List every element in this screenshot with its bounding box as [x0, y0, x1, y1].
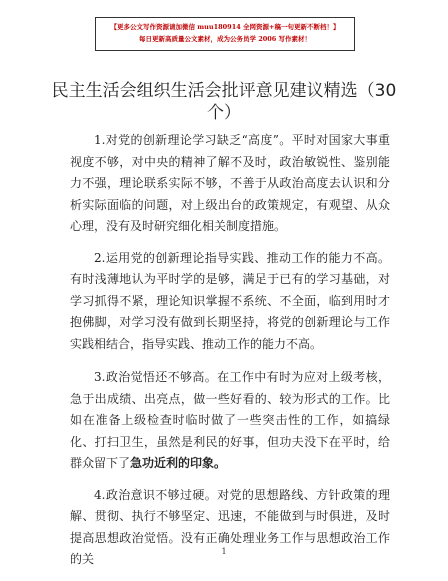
promo-banner-line-2: 每日更新高质量公文素材，成为公务员学 2006 写作素材！: [138, 35, 312, 43]
promo-banner: [95, 17, 355, 51]
paragraph-3-emphasis: 急功近利的印象。: [130, 456, 227, 470]
paragraph-2: [70, 248, 390, 356]
document-body: [70, 130, 390, 581]
promo-banner-line-1: 【更多公文写作资源请加微信 muu180914 全网资源+稿一句更新不断档！】: [110, 23, 340, 31]
paragraph-1: [70, 130, 390, 238]
page-number: 1: [221, 547, 227, 556]
paragraph-1-text: 1.对党的创新理论学习缺乏“高度”。平时对国家大事重视度不够，对中央的精神了解不及时，政治敏锐性、鉴别能力不强，理论联系实际不够，不善于从政治高度去认识和分析实际面临的问题，对上级出台的政策规定，有观望、从众心理，没有及时研究细化相关制度措施。: [70, 133, 390, 233]
paragraph-4: [70, 485, 390, 571]
paragraph-4-text: 4.政治意识不够过硬。对党的思想路线、方针政策的理解、贯彻、执行不够坚定、迅速，不能做到与时俱进，及时提高思想政治觉悟。没有正确处理业务工作与思想政治工作的关: [70, 487, 390, 566]
paragraph-2-text: 2.运用党的创新理论指导实践、推动工作的能力不高。有时浅薄地认为平时学的是够，满足于已有的学习基础，对学习抓得不紧，理论知识掌握不系统、不全面，临到用时才抱佛脚，对学习没有做到长期坚持，将党的创新理论与工作实践相结合，指导实践、推动工作的能力不高。: [70, 250, 390, 351]
document-title: 民主生活会组织生活会批评意见建议精选（30个）: [51, 81, 397, 123]
paragraph-3-text: 3.政治觉悟还不够高。在工作中有时为应对上级考核，急于出成绩、出亮点，做一些好看的、较为形式的工作。比如在准备上级检查时临时做了一些突击性的工作，如搞绿化、打扫卫生，虽然是利民的好事，但功夫没下在平时，给群众留下了: [70, 370, 390, 470]
paragraph-3: [70, 367, 390, 475]
